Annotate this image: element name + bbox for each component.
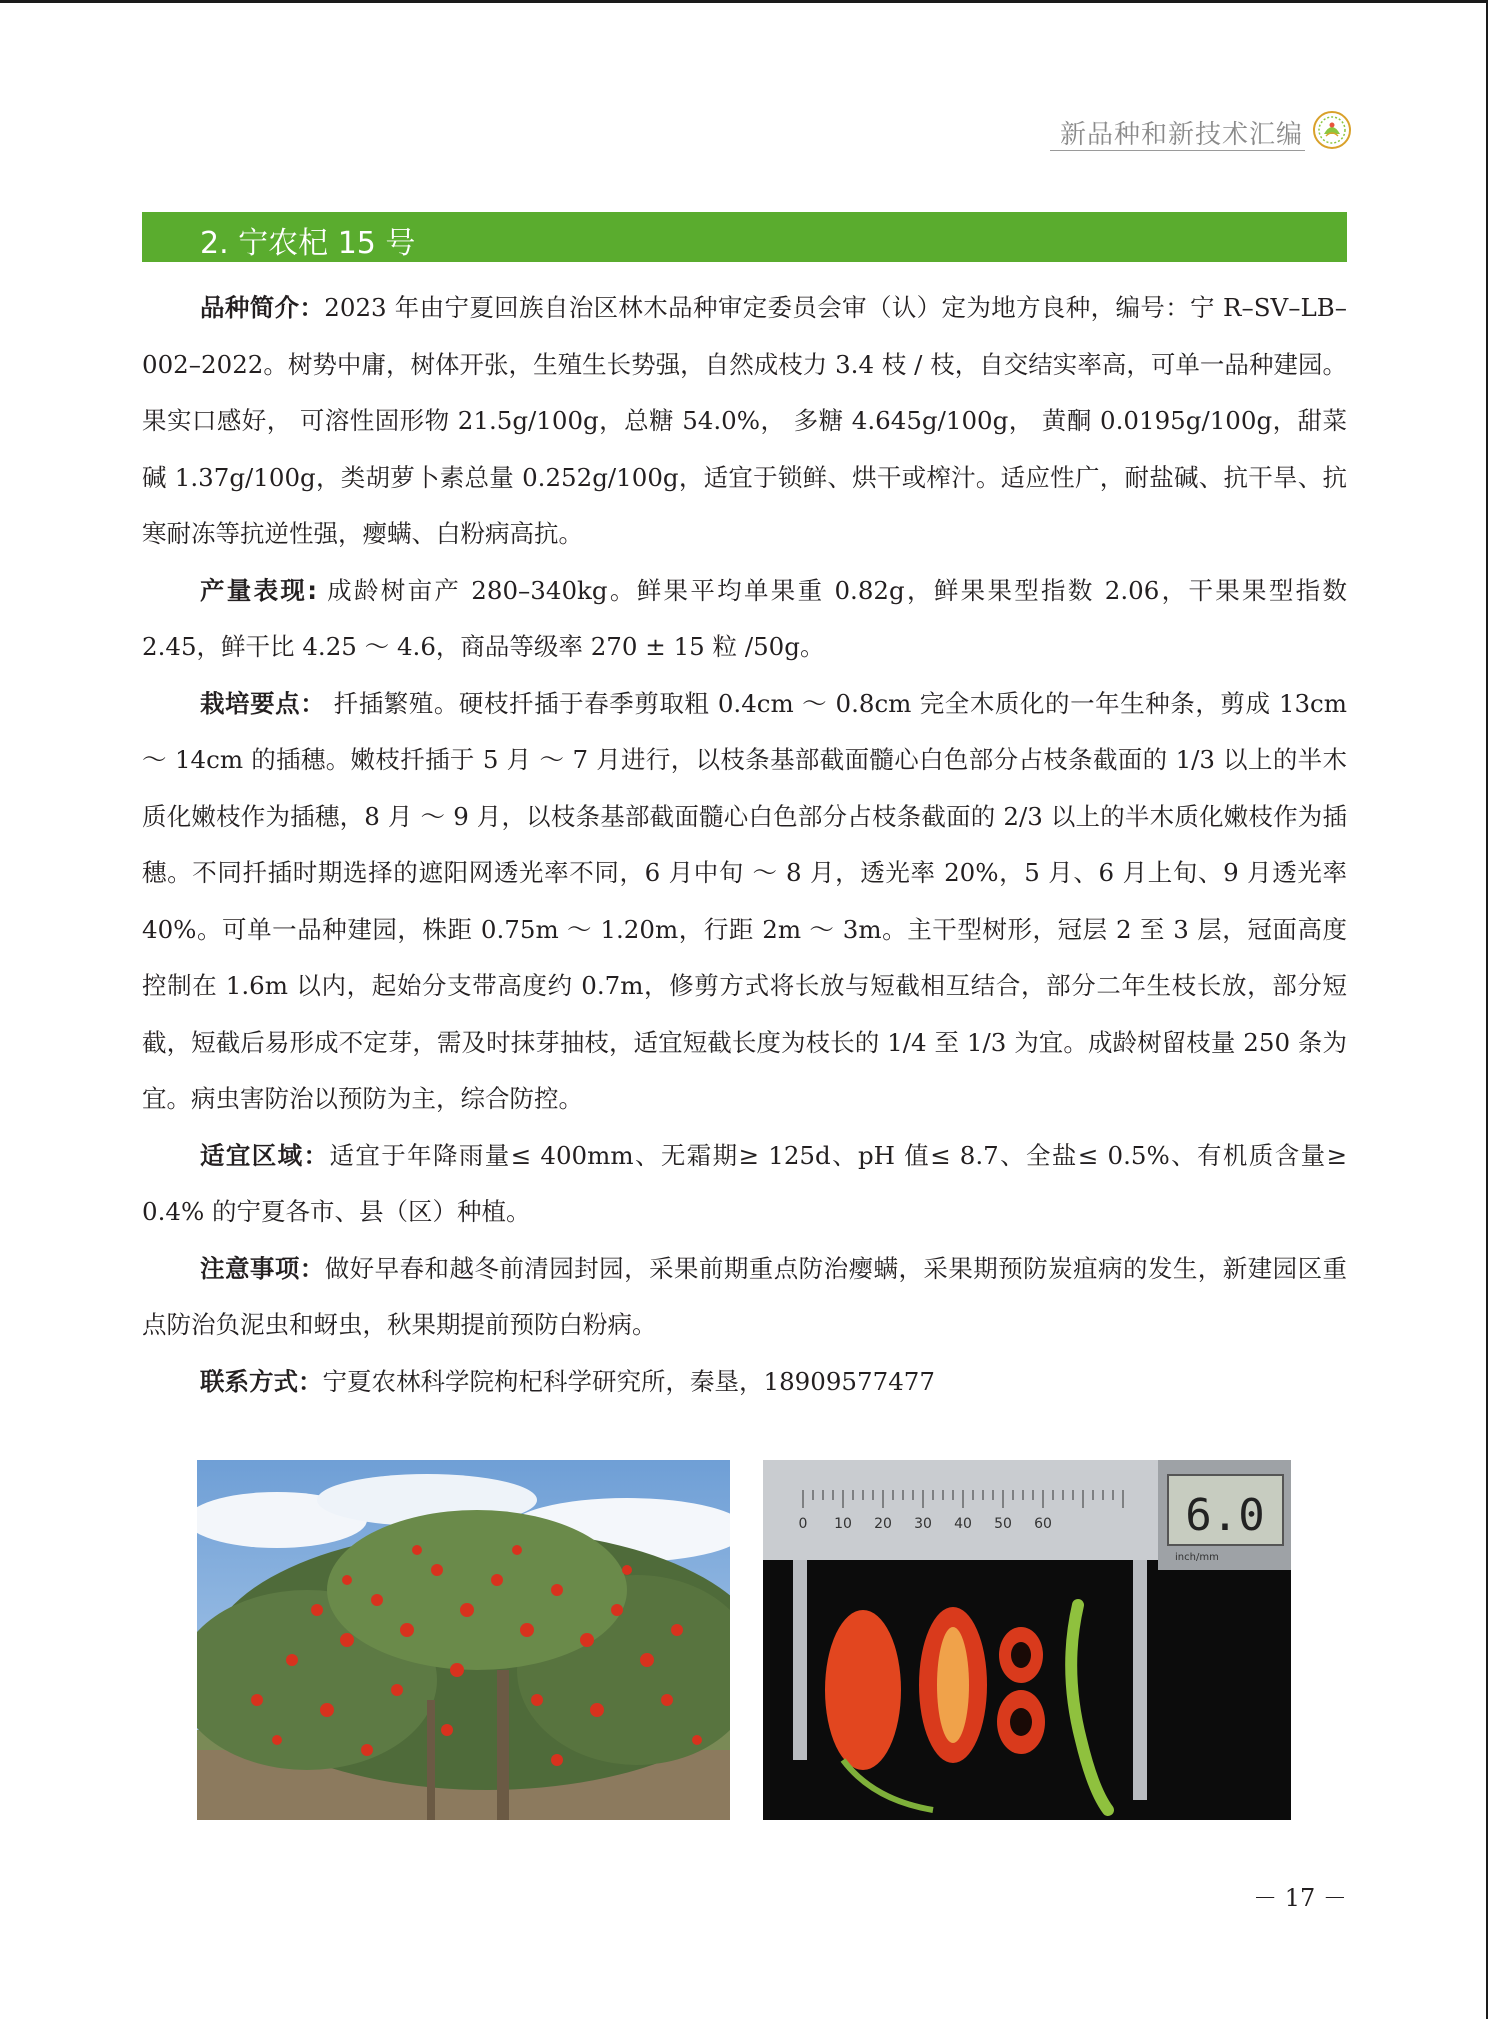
photo-goji-fruit-caliper — [763, 1460, 1291, 1820]
paragraph-text: 2023 年由宁夏回族自治区林木品种审定委员会审（认）定为地方良种，编号：宁 R–SV–LB–002–2022。树势中庸，树体开张，生殖生长势强，自然成枝力 3.4 枝 / 枝，自交结实率高，可单一品种建园。果实口感好， 可溶性固形物 21.5g/100g，总糖 54.0%， 多糖 4.645g/100g， 黄酮 0.0195g/100g，甜菜碱 1.37g/100g，类胡萝卜素总量 0.252g/100g，适宜于锁鲜、烘干或榨汁。适应性广，耐盐碱、抗干旱、抗寒耐冻等抗逆性强，瘿螨、白粉病高抗。 — [142, 293, 1347, 548]
paragraph-label: 注意事项： — [200, 1253, 325, 1283]
paragraph-text: 扦插繁殖。硬枝扦插于春季剪取粗 0.4cm ～ 0.8cm 完全木质化的一年生种条，剪成 13cm ～ 14cm 的插穗。嫩枝扦插于 5 月 ～ 7 月进行，以枝条基部截面髓心白色部分占枝条截面的 1/3 以上的半木质化嫩枝作为插穗，8 月 ～ 9 月，以枝条基部截面髓心白色部分占枝条截面的 2/3 以上的半木质化嫩枝作为插穗。不同扦插时期选择的遮阳网透光率不同，6 月中旬 ～ 8 月，透光率 20%，5 月、6 月上旬、9 月透光率 40%。可单一品种建园，株距 0.75m ～ 1.20m，行距 2m ～ 3m。主干型树形，冠层 2 至 3 层，冠面高度控制在 1.6m 以内，起始分支带高度约 0.7m，修剪方式将长放与短截相互结合，部分二年生枝长放，部分短截，短截后易形成不定芽，需及时抹芽抽枝，适宜短截长度为枝长的 1/4 至 1/3 为宜。成龄树留枝量 250 条为宜。病虫害防治以预防为主，综合防控。 — [142, 688, 1348, 1113]
paragraph-text: 做好早春和越冬前清园封园，采果前期重点防治瘿螨，采果期预防炭疽病的发生，新建园区重点防治负泥虫和蚜虫，秋果期提前预防白粉病。 — [142, 1253, 1348, 1339]
paragraph-text: 宁夏农林科学院枸杞科学研究所，秦垦，18909577477 — [322, 1366, 935, 1396]
ruler-tick-label: 30 — [914, 1516, 932, 1532]
ruler-tick-label: 60 — [1034, 1516, 1052, 1532]
article-body — [142, 280, 1347, 1410]
ruler-tick-label: 0 — [798, 1516, 808, 1532]
book-series-logo-icon — [1312, 110, 1352, 150]
ruler-tick-label: 50 — [994, 1516, 1012, 1532]
whole-fruit — [825, 1610, 901, 1770]
goji-fruit-caliper-image — [763, 1460, 1291, 1820]
caliper-display-value: 6.0 — [1185, 1490, 1265, 1541]
goji-plant-image — [197, 1460, 730, 1820]
page-top-border — [0, 0, 1488, 3]
paragraph-cultivation — [142, 676, 1347, 1128]
photo-goji-plant — [197, 1460, 730, 1820]
ruler-tick-label: 40 — [954, 1516, 972, 1532]
section-title: 2. 宁农杞 15 号 — [200, 226, 416, 261]
paragraph-label: 适宜区域： — [200, 1140, 330, 1170]
header-rule — [1050, 150, 1305, 151]
paragraph-label: 品种简介： — [200, 293, 325, 322]
ruler-tick-label: 20 — [874, 1516, 892, 1532]
paragraph-contact — [142, 1354, 1347, 1411]
paragraph-yield — [142, 563, 1347, 676]
caliper-units-label: inch/mm — [1175, 1552, 1219, 1563]
paragraph-text: 成龄树亩产 280–340kg。鲜果平均单果重 0.82g，鲜果果型指数 2.06，干果果型指数 2.45，鲜干比 4.25 ～ 4.6，商品等级率 270 ± 15 粒 /50g。 — [142, 575, 1347, 661]
paragraph-notes — [142, 1241, 1347, 1354]
paragraph-label: 栽培要点： — [200, 688, 326, 718]
paragraph-label: 产量表现: — [200, 575, 318, 605]
paragraph-variety-intro — [142, 280, 1347, 563]
running-header — [1050, 110, 1350, 162]
paragraph-text: 适宜于年降雨量≤ 400mm、无霜期≥ 125d、pH 值≤ 8.7、全盐≤ 0.5%、有机质含量≥ 0.4% 的宁夏各市、县（区）种植。 — [142, 1140, 1348, 1226]
running-header-title: 新品种和新技术汇编 — [1060, 120, 1304, 150]
paragraph-label: 联系方式： — [200, 1366, 323, 1396]
ruler-tick-label: 10 — [834, 1516, 852, 1532]
page-number: － 17 － — [1253, 1884, 1347, 1912]
paragraph-suitable-region — [142, 1128, 1347, 1241]
section-title-bar — [142, 212, 1347, 262]
